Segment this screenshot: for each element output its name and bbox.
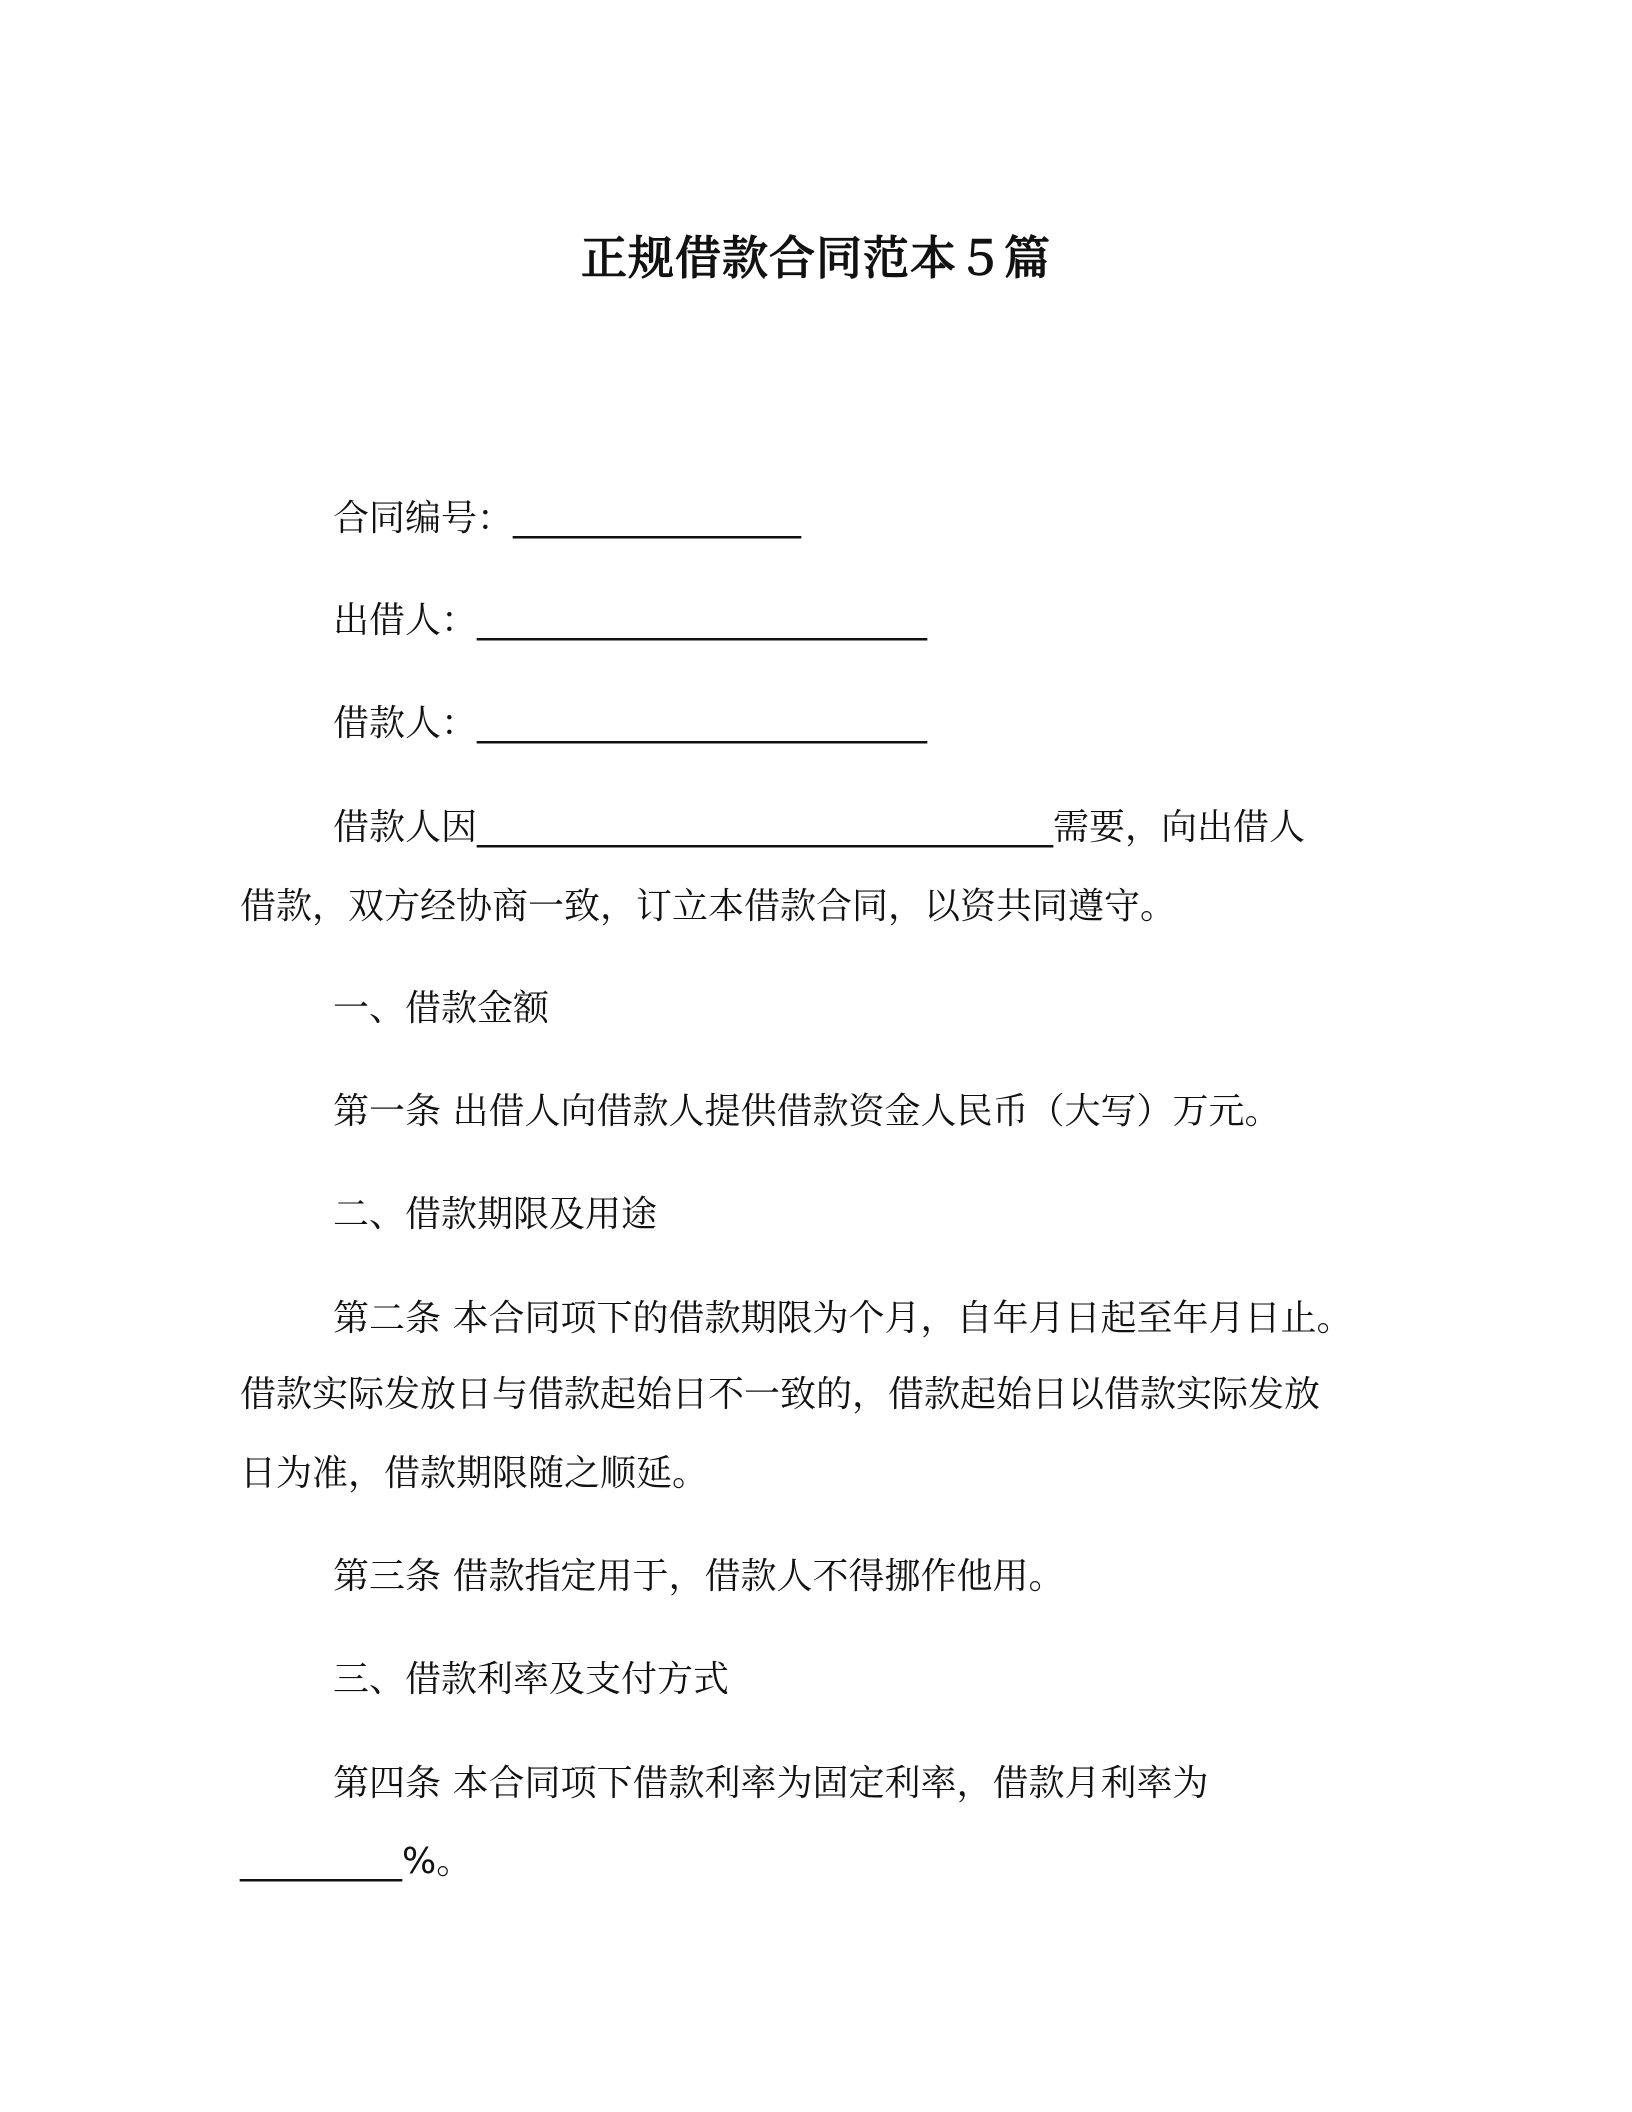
article-4-line-1: 第四条 本合同项下借款利率为固定利率，借款月利率为: [333, 1763, 1209, 1804]
borrower-line: 借款人：_________________________: [333, 703, 928, 744]
article-1: 第一条 出借人向借款人提供借款资金人民币（大写）万元。: [333, 1091, 1281, 1132]
lender-line: 出借人：_________________________: [333, 600, 928, 641]
article-3: 第三条 借款指定用于，借款人不得挪作他用。: [333, 1556, 1065, 1597]
purpose-paragraph-line-1: 借款人因________________________________需要，向出借人: [333, 807, 1306, 848]
section-heading-interest-payment: 三、借款利率及支付方式: [333, 1659, 730, 1700]
article-4-line-2: _________%。: [240, 1841, 473, 1882]
section-heading-term-purpose: 二、借款期限及用途: [333, 1194, 658, 1235]
contract-number-line: 合同编号：________________: [333, 498, 802, 539]
article-2-line-1: 第二条 本合同项下的借款期限为个月，自年月日起至年月日止。: [333, 1298, 1353, 1339]
article-2-line-3: 日为准，借款期限随之顺延。: [240, 1453, 709, 1494]
purpose-paragraph-line-2: 借款，双方经协商一致，订立本借款合同，以资共同遵守。: [240, 886, 1177, 927]
section-heading-amount: 一、借款金额: [333, 988, 550, 1029]
document-title: 正规借款合同范本５篇: [581, 231, 1051, 285]
article-2-line-2: 借款实际发放日与借款起始日不一致的，借款起始日以借款实际发放: [240, 1374, 1321, 1415]
